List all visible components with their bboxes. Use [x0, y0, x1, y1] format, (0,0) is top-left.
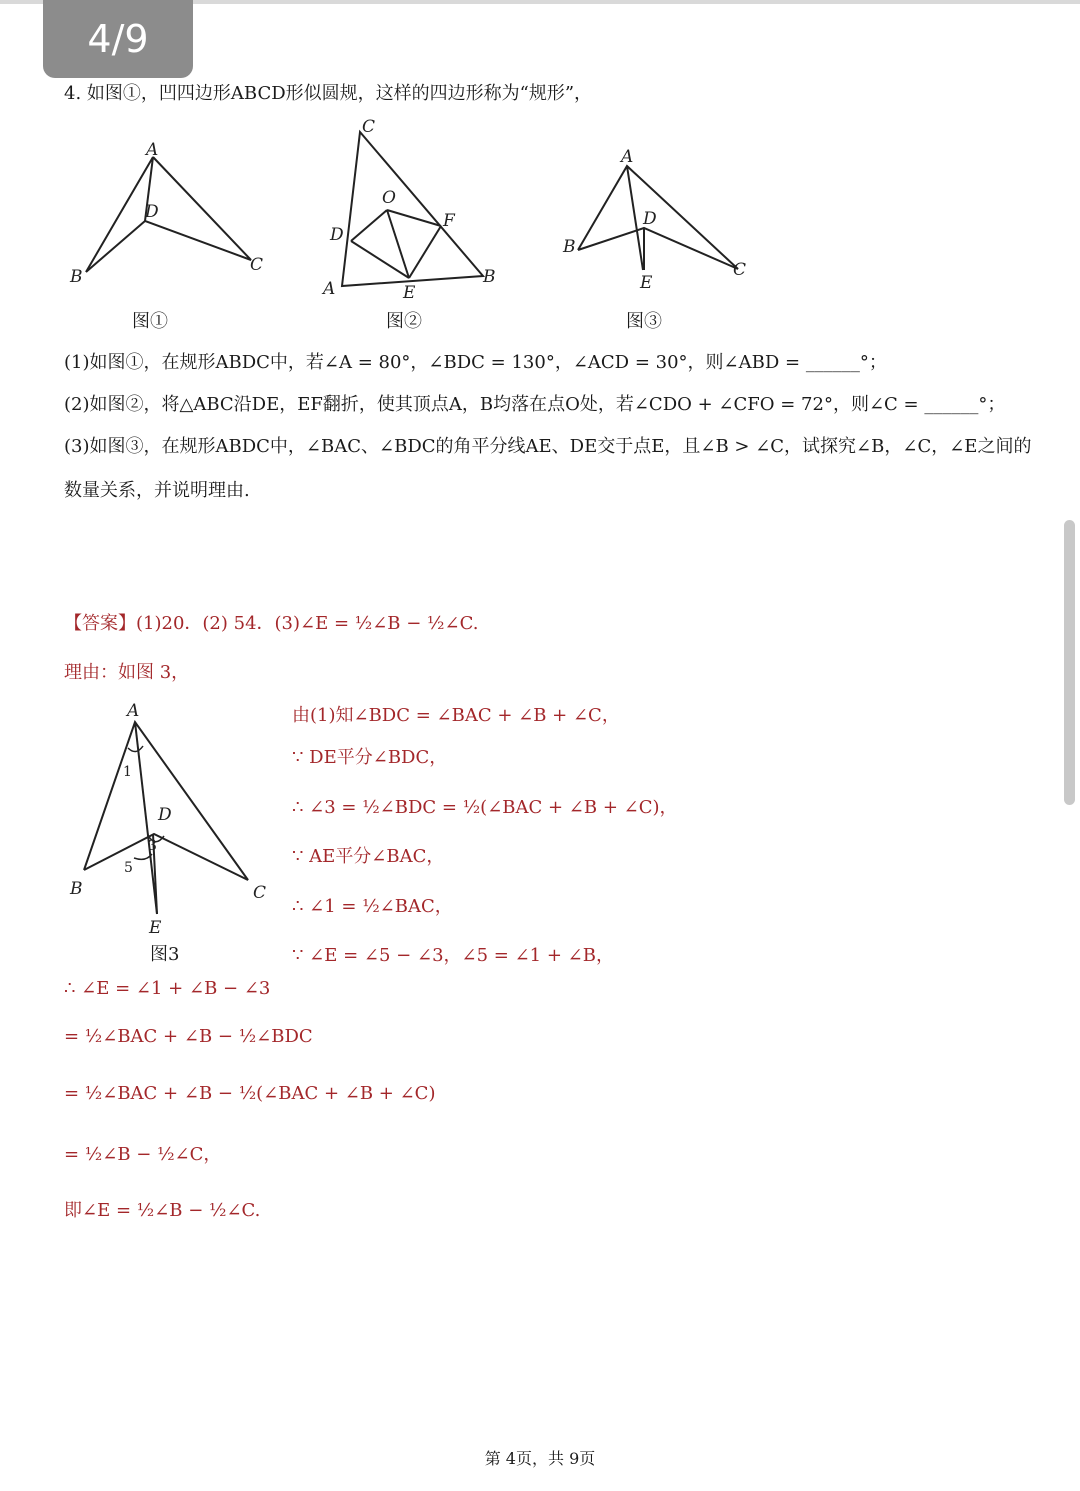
fig3-label-D: D [643, 209, 657, 229]
figure-1-diagram [60, 130, 280, 290]
scrollbar-thumb[interactable] [1064, 520, 1075, 805]
proof-step-6: ∵ ∠E = ∠5 − ∠3，∠5 = ∠1 + ∠B， [292, 945, 614, 966]
derivation-line-3: = ½∠BAC + ∠B − ½(∠BAC + ∠B + ∠C) [64, 1083, 436, 1104]
answer-header: 【答案】(1)20．(2) 54．(3)∠E = ½∠B − ½∠C. [64, 613, 479, 634]
answer-fig-label-A: A [127, 701, 140, 721]
figure-3-diagram [556, 140, 756, 293]
answer-fig-label-B: B [70, 879, 83, 899]
answer-fig-angle-3: 3 [148, 838, 157, 854]
figure-1-caption: 图① [132, 311, 168, 332]
fig2-label-B: B [483, 267, 496, 287]
figure-3-caption: 图③ [626, 311, 662, 332]
fig2-label-F: F [443, 211, 455, 231]
proof-step-1: 由(1)知∠BDC = ∠BAC + ∠B + ∠C， [292, 705, 620, 726]
derivation-line-4: = ½∠B − ½∠C， [64, 1144, 222, 1165]
proof-step-5: ∴ ∠1 = ½∠BAC， [292, 896, 453, 917]
answer-fig-label-D: D [158, 805, 172, 825]
derivation-line-5: 即∠E = ½∠B − ½∠C. [64, 1200, 261, 1221]
answer-fig-angle-1: 1 [123, 764, 132, 780]
fig2-label-D: D [330, 225, 344, 245]
answer-fig-label-C: C [253, 883, 267, 903]
derivation-line-2: = ½∠BAC + ∠B − ½∠BDC [64, 1026, 313, 1047]
question-part-1: (1)如图①，在规形ABDC中，若∠A = 80°，∠BDC = 130°，∠ACD = 30°，则∠ABD = ______°； [64, 352, 887, 373]
fig3-label-B: B [563, 237, 576, 257]
fig3-label-E: E [640, 273, 653, 293]
fig3-label-A: A [621, 147, 634, 167]
answer-fig-label-E: E [149, 918, 162, 938]
proof-step-2: ∵ DE平分∠BDC， [292, 747, 448, 768]
answer-fig-angle-5: 5 [124, 860, 133, 876]
question-part-3-line-2: 数量关系，并说明理由. [64, 480, 250, 501]
fig1-label-B: B [70, 267, 83, 287]
fig2-label-A: A [323, 279, 336, 299]
question-part-2: (2)如图②，将△ABC沿DE，EF翻折，使其顶点A，B均落在点O处，若∠CDO + ∠CFO = 72°，则∠C = ______°； [64, 394, 1006, 415]
answer-figure-3-diagram [64, 698, 284, 943]
figure-2-diagram [318, 118, 508, 303]
fig1-label-D: D [145, 202, 159, 222]
answer-figure-caption: 图3 [150, 944, 180, 965]
proof-step-4: ∵ AE平分∠BAC， [292, 846, 445, 867]
question-part-3-line-1: (3)如图③，在规形ABDC中，∠BAC、∠BDC的角平分线AE、DE交于点E，且∠B > ∠C，试探究∠B，∠C，∠E之间的 [64, 436, 1032, 457]
scrollbar[interactable] [1058, 0, 1080, 1491]
fig2-triangle [342, 132, 483, 286]
fig2-label-E: E [403, 283, 416, 303]
page-indicator: 4/9 [43, 0, 193, 78]
fig1-label-A: A [146, 140, 159, 160]
fig1-quadrilateral [86, 157, 251, 272]
fig1-label-C: C [250, 255, 264, 275]
fig2-label-C: C [362, 117, 376, 137]
fig3-label-C: C [733, 260, 747, 280]
derivation-line-1: ∴ ∠E = ∠1 + ∠B − ∠3 [64, 978, 271, 999]
figure-2-caption: 图② [386, 311, 422, 332]
question-intro: 4. 如图①，凹四边形ABCD形似圆规，这样的四边形称为“规形”， [64, 83, 593, 104]
proof-step-3: ∴ ∠3 = ½∠BDC = ½(∠BAC + ∠B + ∠C)， [292, 797, 678, 818]
fig2-label-O: O [382, 188, 396, 208]
page-footer: 第 4页，共 9页 [484, 1449, 596, 1468]
answer-reason-intro: 理由：如图 3， [64, 662, 190, 683]
